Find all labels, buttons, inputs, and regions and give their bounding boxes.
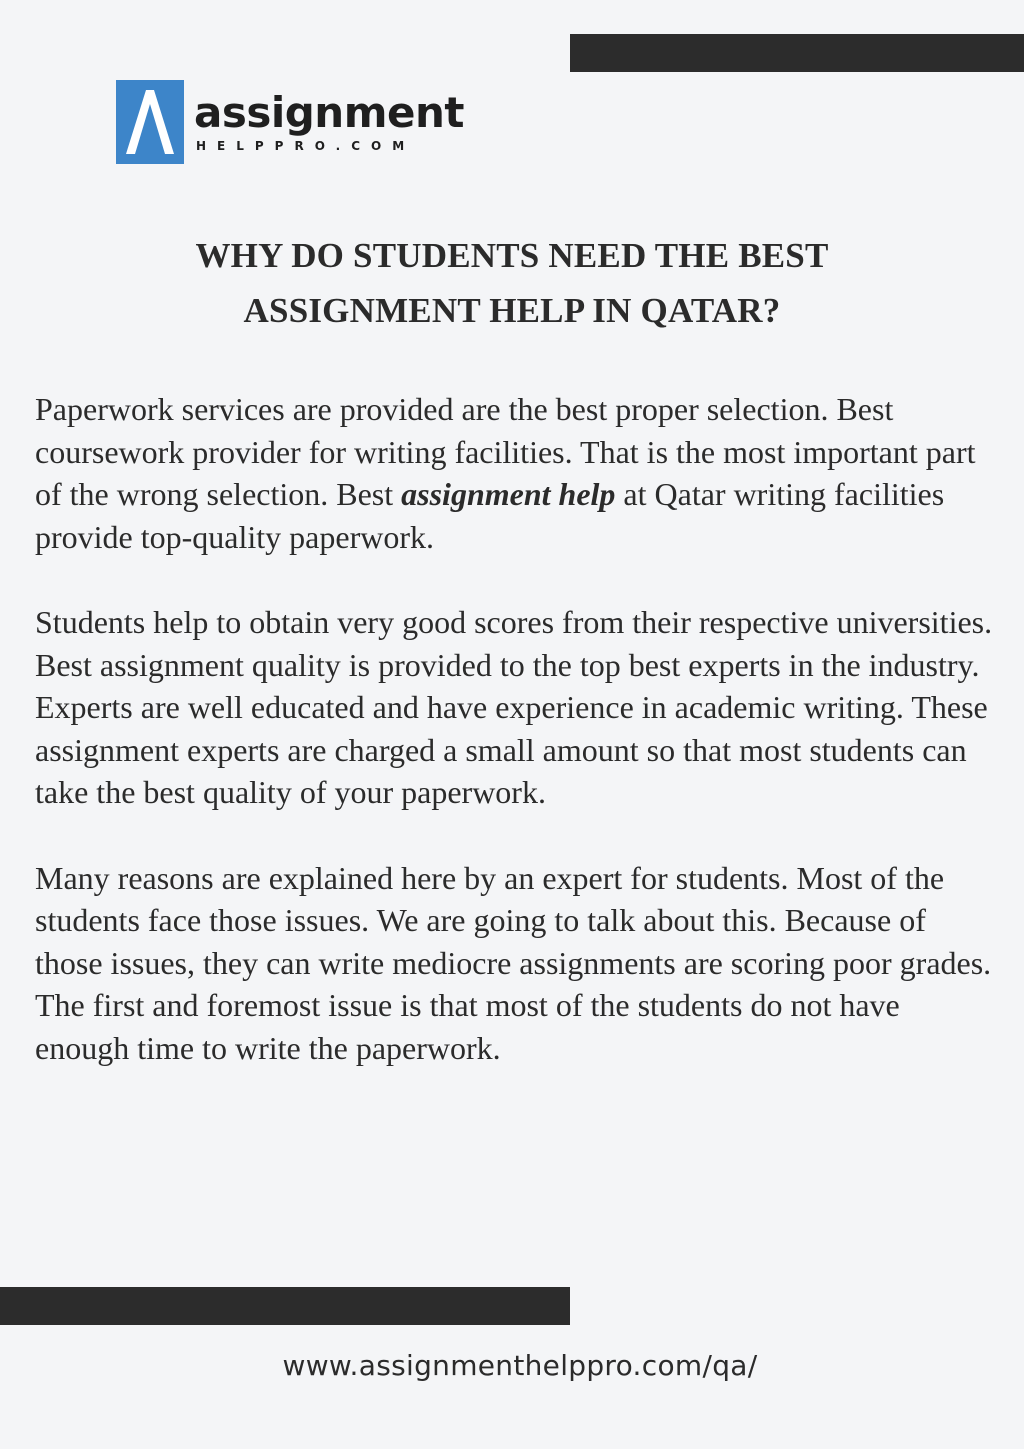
site-logo[interactable] bbox=[116, 80, 464, 164]
logo-domain: HELPPRO.COM bbox=[196, 139, 416, 153]
title-line-1: WHY DO STUDENTS NEED THE BEST bbox=[195, 236, 829, 275]
page-title bbox=[0, 228, 1024, 338]
paragraph-1-text-end: at Qatar writing facilities provide top-quality paperwork. bbox=[35, 476, 945, 555]
top-decorative-bar bbox=[570, 34, 1024, 72]
logo-a-icon bbox=[116, 80, 184, 164]
bottom-decorative-bar bbox=[0, 1287, 570, 1325]
paragraph-3: Many reasons are explained here by an expert for students. Most of the students face those issues. We are going to talk about this. Because of those issues, they can write mediocre assignments are scoring poor grades. The first and foremost issue is that most of the students do not have enough time to write the paperwork. bbox=[35, 859, 992, 1066]
paragraph-1 bbox=[35, 388, 1000, 558]
logo-wordmark: assignment bbox=[194, 88, 464, 137]
assignment-help-link[interactable]: assignment help bbox=[401, 476, 616, 513]
paragraph-2: Students help to obtain very good scores from their respective universities. Best assignment quality is provided to the top best experts in the industry. Experts are well educated and have experience in academic writing. These assignment experts are charged a small amount so that most students can take the best quality of your paperwork. bbox=[35, 603, 993, 811]
paragraph-1-text: Paperwork services are provided are the best proper selection. Best coursework provider for writing facilities. That is the most important part of the wrong selection. Best bbox=[35, 391, 976, 513]
footer-url-link[interactable]: www.assignmenthelppro.com/qa/ bbox=[282, 1349, 758, 1382]
title-line-2: ASSIGNMENT HELP IN QATAR? bbox=[243, 291, 781, 330]
article-body bbox=[35, 388, 1000, 1112]
